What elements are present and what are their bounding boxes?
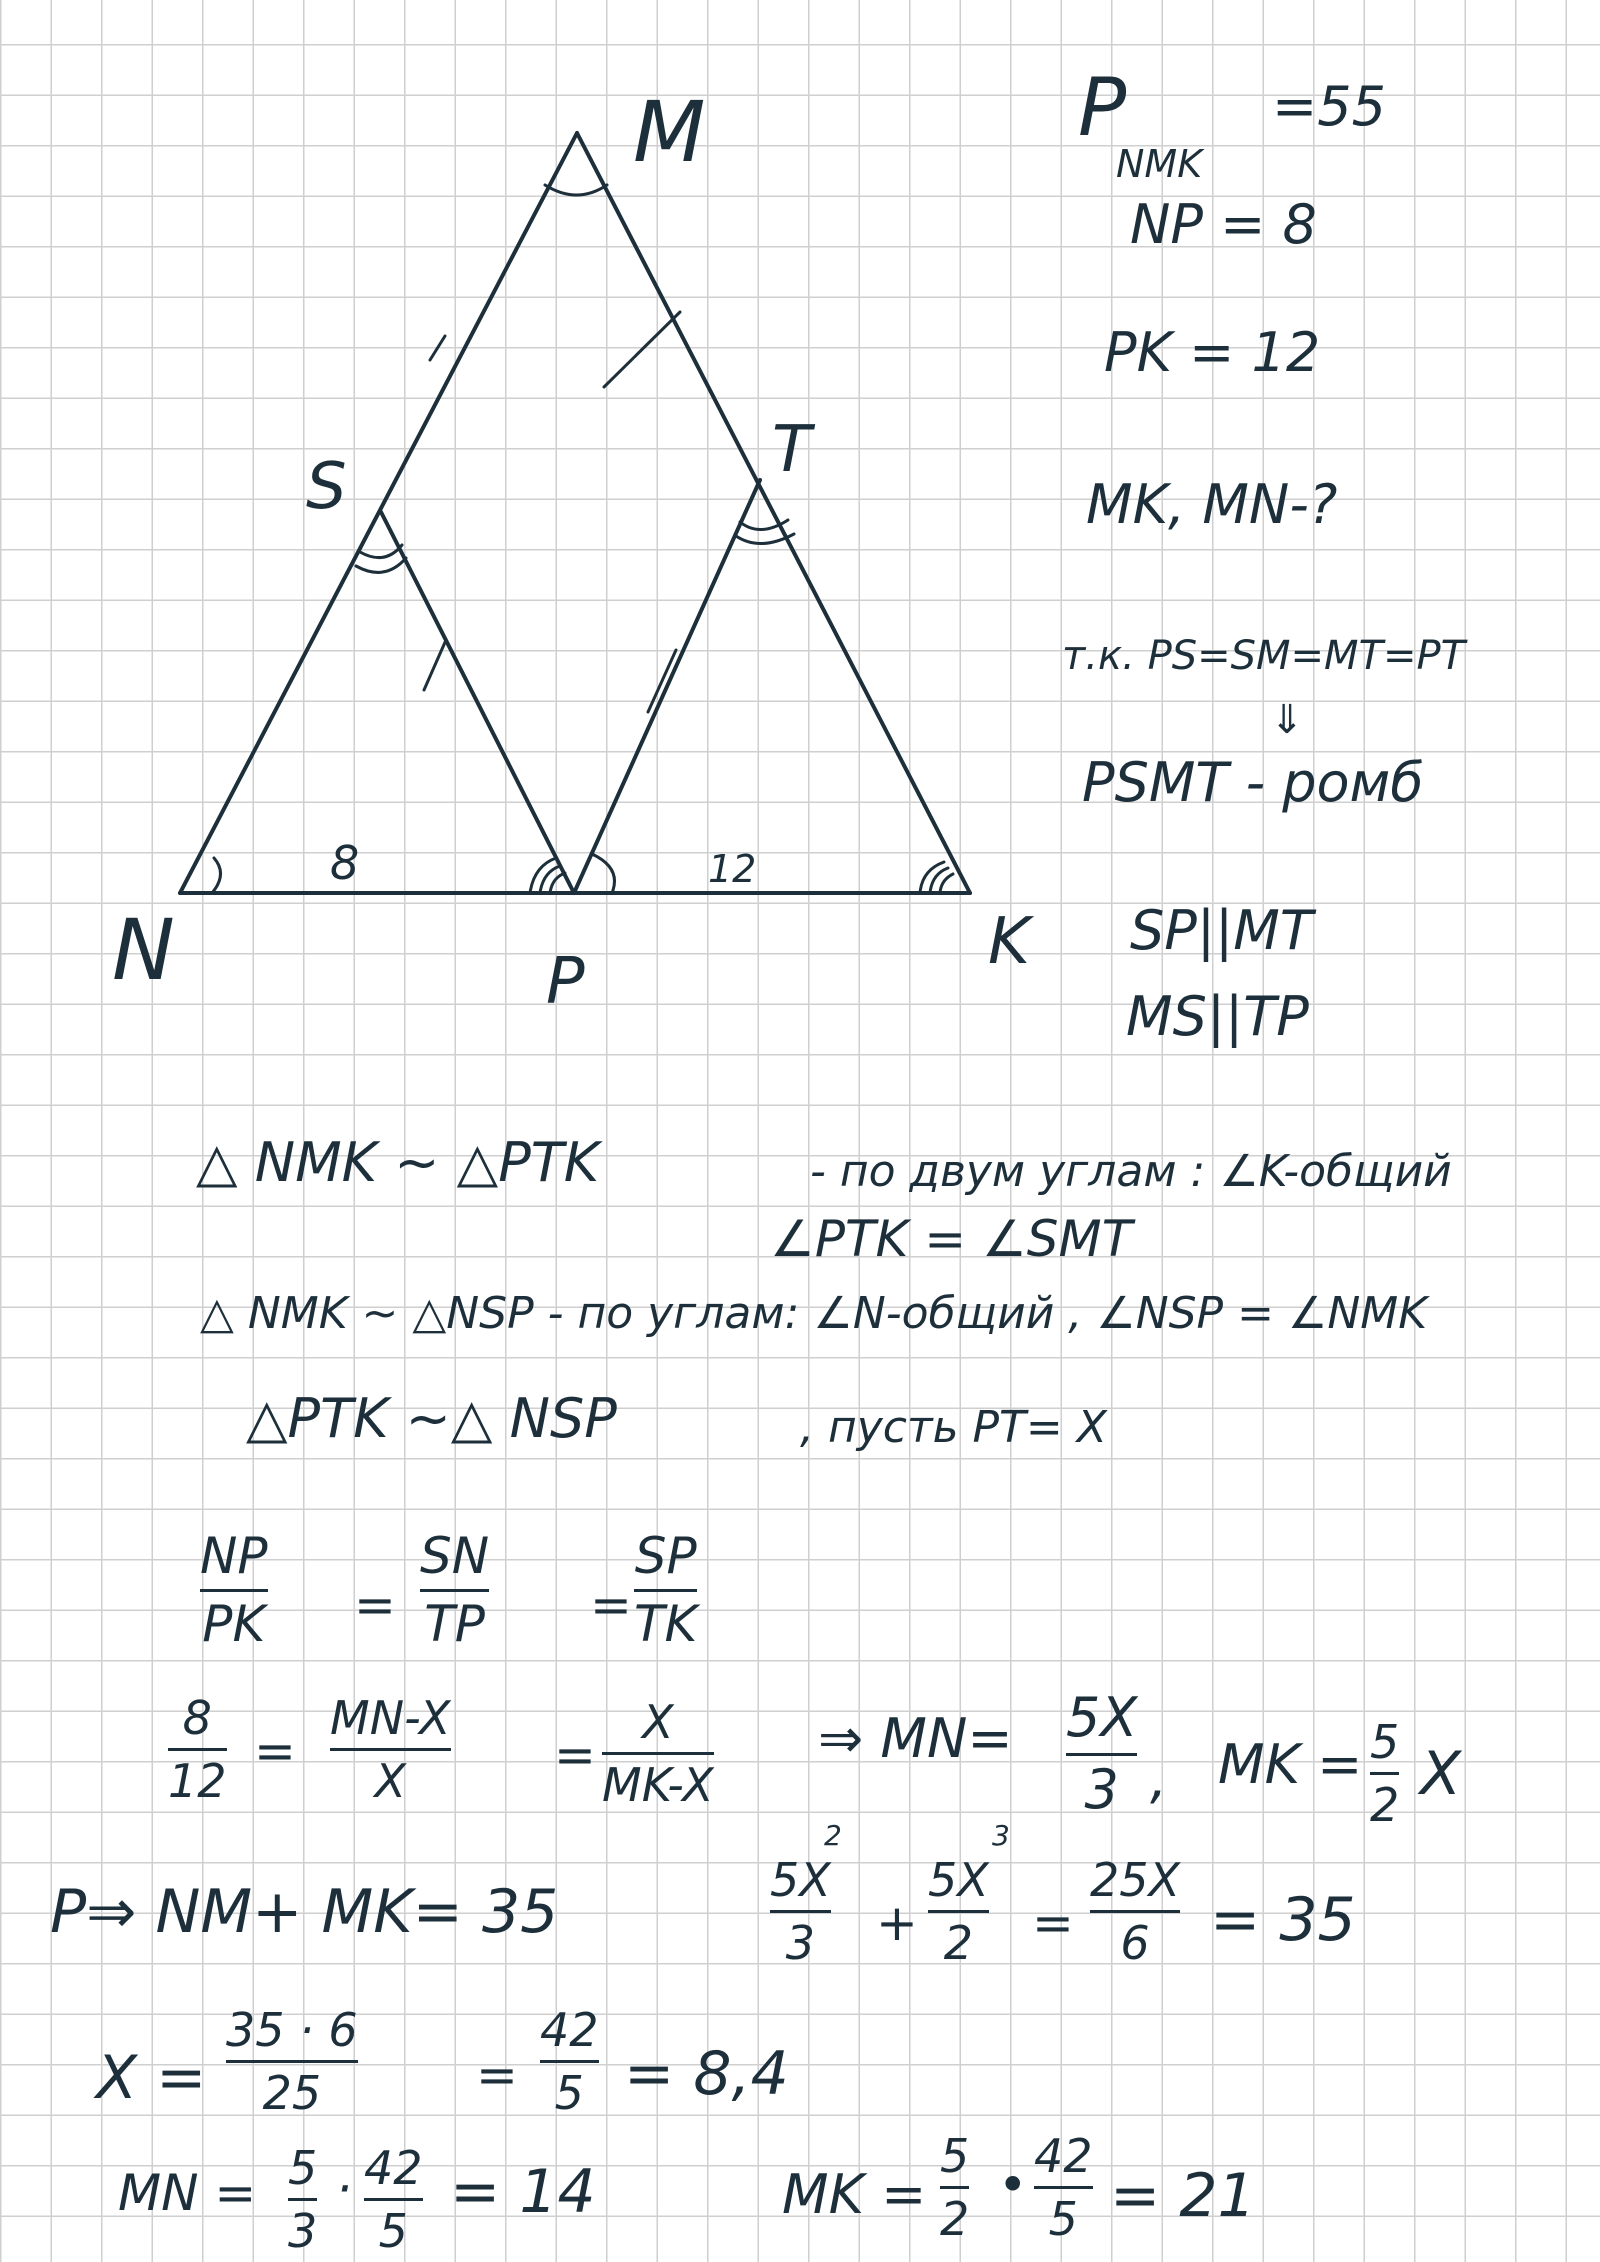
- given-perimeter-value: =55: [1272, 75, 1386, 138]
- label-t: T: [772, 413, 812, 487]
- angle-p-left-3: [550, 873, 565, 893]
- side-mk: [577, 133, 970, 893]
- sum-multiplier-1: 2: [824, 1819, 842, 1852]
- given-find: MK, MN-?: [1086, 473, 1338, 536]
- mn-dot: ·: [336, 2160, 352, 2218]
- mn-frac2: 42 5: [364, 2141, 423, 2259]
- angle-k-3: [940, 874, 953, 893]
- mk-lhs: MK =: [782, 2163, 927, 2226]
- angle-m: [545, 185, 607, 195]
- mn-fraction: 5X 3: [1066, 1686, 1138, 1821]
- sum-eq: =: [1032, 1894, 1074, 1952]
- similarity-3: △PTK ~△ NSP: [246, 1387, 617, 1450]
- mk-frac1: 5 2: [940, 2129, 970, 2247]
- label-n: N: [112, 901, 175, 999]
- implies-mn: ⇒ MN=: [818, 1707, 1013, 1770]
- label-s: S: [306, 450, 347, 524]
- segment-pk-length: 12: [708, 847, 757, 891]
- segment-sp: [381, 512, 574, 893]
- label-m: M: [633, 83, 706, 181]
- x-eq: =: [476, 2046, 518, 2104]
- similarity-1-reason-2: ∠PTK = ∠SMT: [770, 1210, 1133, 1268]
- x-fraction-2: 42 5: [540, 2003, 599, 2121]
- perimeter-equation: P⇒ NM+ MK= 35: [50, 1877, 559, 1947]
- sum-frac3: 25X 6: [1090, 1853, 1181, 1971]
- label-k: K: [988, 905, 1030, 979]
- ratio1-frac1: NP PK: [200, 1527, 268, 1653]
- ratio2-frac1: 8 12: [168, 1691, 227, 1809]
- mk-expression: MK =: [1218, 1733, 1363, 1796]
- given-perimeter-label: P: [1078, 61, 1127, 154]
- mk-dot: •: [998, 2156, 1028, 2214]
- given-np: NP = 8: [1130, 193, 1317, 256]
- angle-p-right: [592, 854, 615, 893]
- sum-frac2: 5X 2: [928, 1853, 989, 1971]
- mk-x: X: [1420, 1739, 1462, 1809]
- angle-n: [212, 858, 221, 893]
- given-parallel-1: SP||MT: [1130, 899, 1313, 962]
- ratio1-frac2: SN TP: [420, 1527, 490, 1653]
- let-pt-x: , пусть PT= X: [800, 1402, 1107, 1453]
- mn-lhs: MN =: [118, 2164, 257, 2222]
- angle-s-1: [360, 545, 402, 558]
- segment-np-length: 8: [330, 836, 360, 890]
- x-lhs: X =: [96, 2043, 207, 2113]
- label-p: P: [546, 945, 585, 1019]
- x-result: = 8,4: [624, 2039, 789, 2109]
- ratio2-eq2: =: [554, 1726, 596, 1784]
- given-parallel-2: MS||TP: [1126, 985, 1309, 1048]
- ratio2-frac3: X MK-X: [602, 1695, 714, 1813]
- segment-pt: [574, 480, 760, 893]
- given-since: т.к. PS=SM=MT=PT: [1062, 633, 1466, 679]
- sum-result: = 35: [1210, 1885, 1356, 1955]
- given-pk: PK = 12: [1104, 321, 1321, 384]
- ratio1-eq1: =: [354, 1576, 396, 1634]
- given-perimeter-sub: NMK: [1116, 142, 1203, 186]
- mk-fraction: 5 2: [1370, 1715, 1400, 1833]
- mk-frac2: 42 5: [1034, 2129, 1093, 2247]
- ratio2-eq1: =: [254, 1722, 296, 1780]
- ratio1-frac3: SP TK: [634, 1527, 698, 1653]
- similarity-1: △ NMK ~ △PTK: [196, 1131, 600, 1194]
- ratio2-frac2: MN-X X: [330, 1691, 451, 1809]
- x-fraction: 35 · 6 25: [226, 2003, 358, 2121]
- given-arrow: ⇓: [1270, 697, 1304, 743]
- ratio1-eq2: =: [590, 1576, 632, 1634]
- sum-plus: +: [876, 1894, 918, 1952]
- comma: ,: [1150, 1747, 1168, 1810]
- mn-frac1: 5 3: [288, 2141, 318, 2259]
- sum-multiplier-2: 3: [992, 1819, 1010, 1852]
- mn-result: = 14: [450, 2157, 596, 2227]
- given-rhombus: PSMT - ромб: [1082, 751, 1424, 814]
- similarity-2: △ NMK ~ △NSP - по углам: ∠N-общий , ∠NSP = ∠NMK: [200, 1288, 1428, 1339]
- angle-s-2: [356, 558, 406, 572]
- sum-frac1: 5X 3: [770, 1853, 831, 1971]
- similarity-1-reason: - по двум углам : ∠K-общий: [810, 1146, 1452, 1197]
- mk-result: = 21: [1110, 2161, 1256, 2231]
